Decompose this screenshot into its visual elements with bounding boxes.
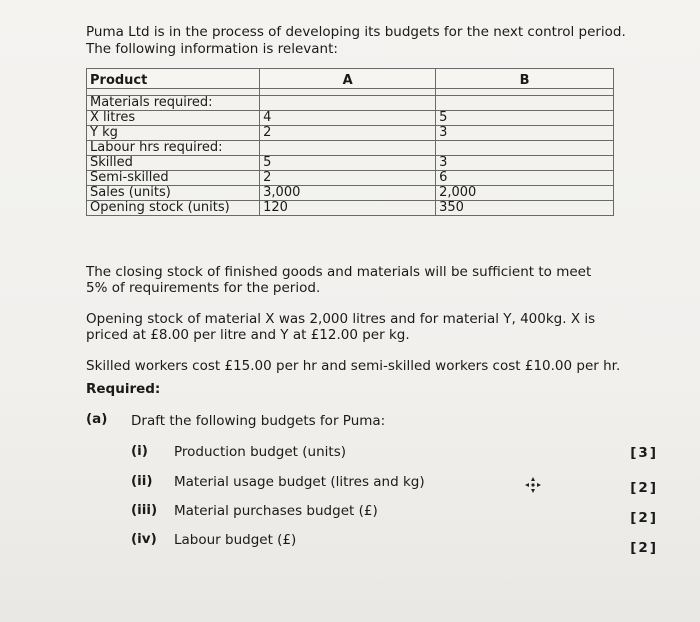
- part-text: Production budget (units): [174, 444, 346, 460]
- part-num: (i): [131, 443, 148, 459]
- required-heading: Required:: [86, 381, 161, 397]
- table-row: [87, 171, 614, 186]
- row-a: 2: [260, 126, 436, 141]
- labour-cost-paragraph: Skilled workers cost £15.00 per hr and semi-skilled workers cost £10.00 per hr.: [86, 358, 621, 374]
- row-label: Materials required:: [87, 96, 260, 111]
- table-row: [87, 141, 614, 156]
- table-row: [87, 156, 614, 171]
- table-row: [87, 96, 614, 111]
- opening-stock-paragraph: Opening stock of material X was 2,000 litres and for material Y, 400kg. X is priced at £8.00 per litre and Y at £12.00 per kg.: [86, 311, 596, 343]
- part-marks: [3]: [630, 445, 658, 461]
- row-label: Labour hrs required:: [87, 141, 260, 156]
- row-b: [436, 141, 614, 156]
- row-b: 2,000: [436, 186, 614, 201]
- row-label: X litres: [87, 111, 260, 126]
- part-text: Material purchases budget (£): [174, 503, 378, 519]
- table-row: [87, 186, 614, 201]
- table-row: [87, 201, 614, 216]
- table-header-row: [87, 69, 614, 89]
- row-b: 3: [436, 126, 614, 141]
- row-a: 3,000: [260, 186, 436, 201]
- part-text: Material usage budget (litres and kg): [174, 474, 425, 490]
- header-a: A: [260, 69, 436, 89]
- product-table: [86, 68, 614, 216]
- part-text: Labour budget (£): [174, 532, 297, 548]
- row-label: Opening stock (units): [87, 201, 260, 216]
- part-marks: [2]: [630, 540, 658, 556]
- header-product: Product: [87, 69, 260, 89]
- header-b: B: [436, 69, 614, 89]
- row-label: Semi-skilled: [87, 171, 260, 186]
- row-a: 4: [260, 111, 436, 126]
- table-row: [87, 126, 614, 141]
- row-b: 350: [436, 201, 614, 216]
- row-a: 120: [260, 201, 436, 216]
- part-num: (iv): [131, 531, 157, 547]
- move-cursor-icon: [524, 476, 542, 494]
- question-text: Draft the following budgets for Puma:: [131, 413, 386, 429]
- intro-paragraph: Puma Ltd is in the process of developing its budgets for the next control period. The following information is relevant:: [86, 24, 626, 57]
- row-a: [260, 141, 436, 156]
- row-b: 3: [436, 156, 614, 171]
- row-a: [260, 96, 436, 111]
- row-a: 2: [260, 171, 436, 186]
- row-b: 5: [436, 111, 614, 126]
- row-label: Sales (units): [87, 186, 260, 201]
- row-label: Skilled: [87, 156, 260, 171]
- question-label: (a): [86, 411, 108, 427]
- part-marks: [2]: [630, 510, 658, 526]
- part-num: (iii): [131, 502, 158, 518]
- closing-stock-paragraph: The closing stock of finished goods and materials will be sufficient to meet 5% of requirements for the period.: [86, 264, 592, 296]
- part-marks: [2]: [630, 480, 658, 496]
- row-a: 5: [260, 156, 436, 171]
- table-row: [87, 111, 614, 126]
- row-b: [436, 96, 614, 111]
- part-num: (ii): [131, 473, 153, 489]
- row-label: Y kg: [87, 126, 260, 141]
- row-b: 6: [436, 171, 614, 186]
